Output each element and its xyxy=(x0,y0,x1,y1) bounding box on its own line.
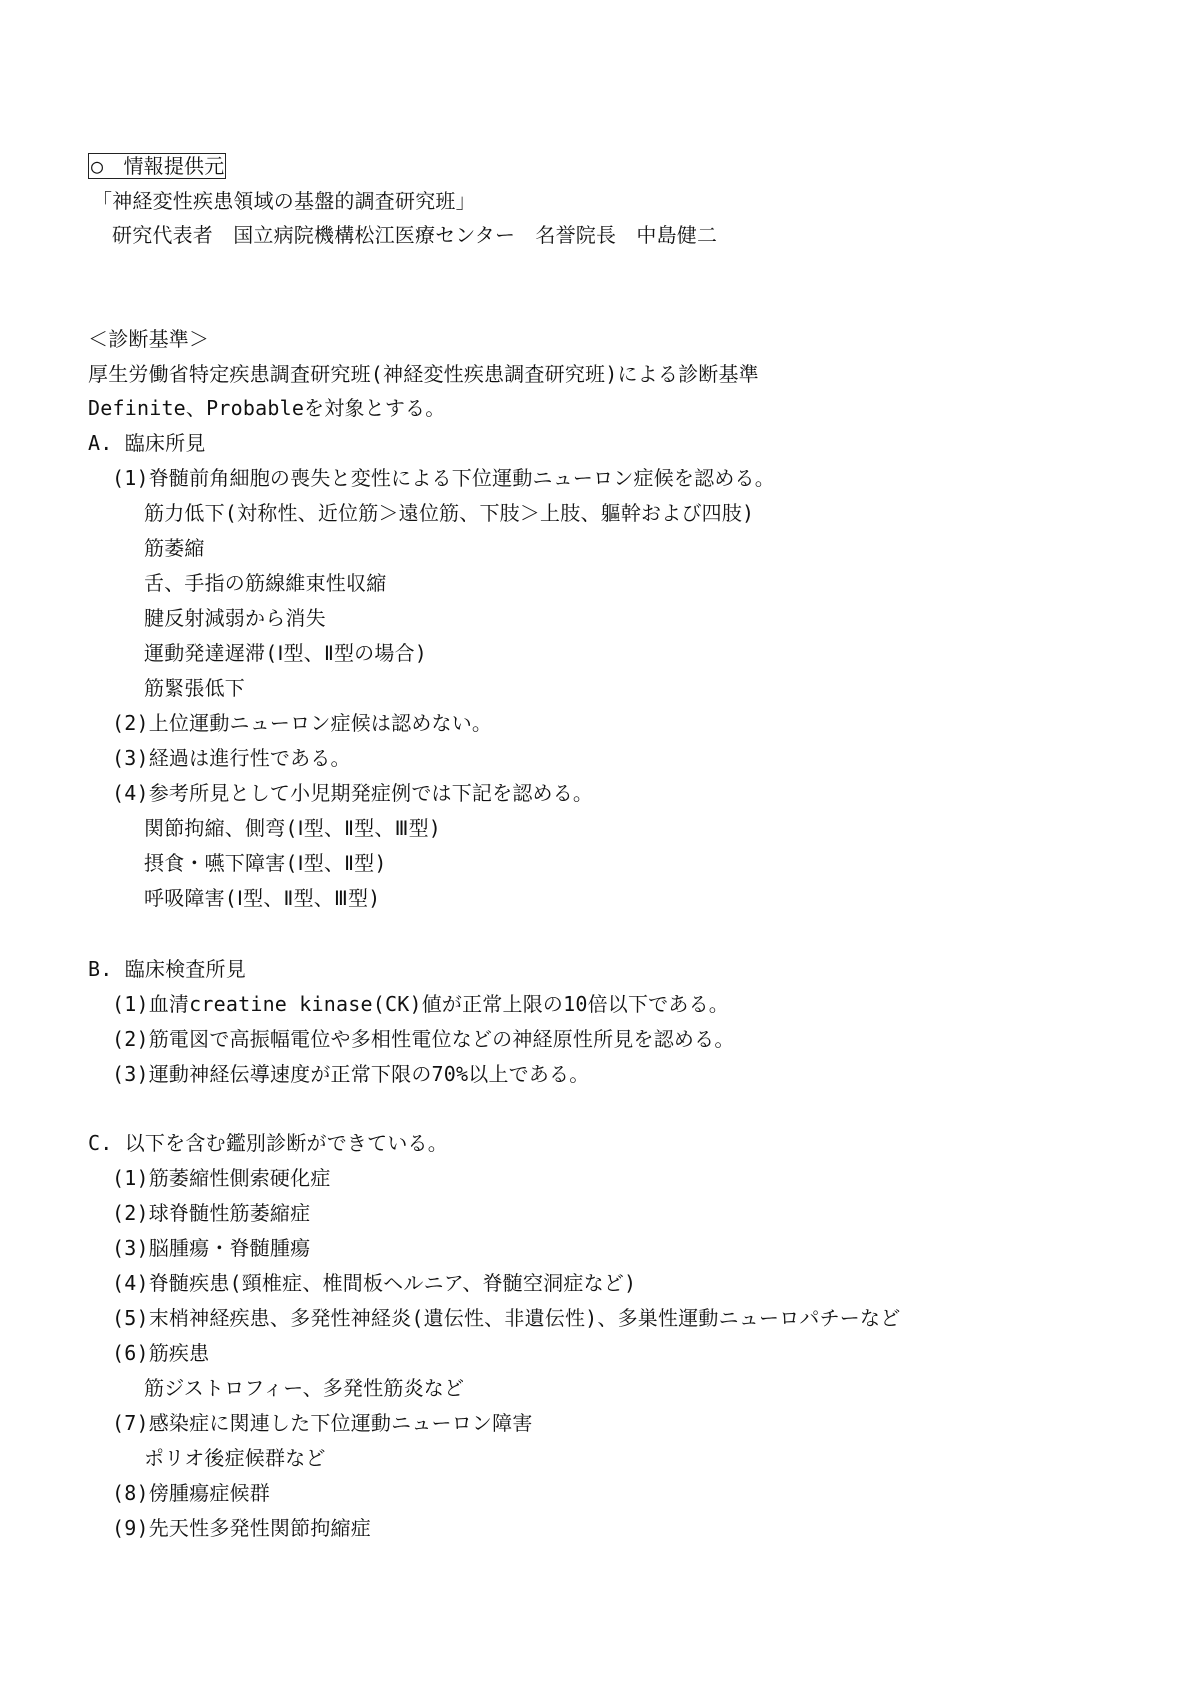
section-b-item-3: (3)運動神経伝導速度が正常下限の70%以上である。 xyxy=(112,1062,590,1086)
criteria-intro: 厚生労働省特定疾患調査研究班(神経変性疾患調査研究班)による診断基準 xyxy=(88,362,759,386)
section-a-item-1: (1)脊髄前角細胞の喪失と変性による下位運動ニューロン症候を認める。 xyxy=(112,466,775,490)
section-a-item-2: (2)上位運動ニューロン症候は認めない。 xyxy=(112,711,493,735)
section-b-title: B. 臨床検査所見 xyxy=(88,957,246,981)
section-c-item-3: (3)脳腫瘍・脊髄腫瘍 xyxy=(112,1236,311,1260)
section-b-item-1: (1)血清creatine kinase(CK)値が正常上限の10倍以下である。 xyxy=(112,992,729,1016)
section-a-item-1-sub: 筋力低下(対称性、近位筋＞遠位筋、下肢＞上肢、軀幹および四肢) xyxy=(144,501,755,525)
source-group: 「神経変性疾患領域の基盤的調査研究班」 xyxy=(92,189,476,213)
section-b-item-2: (2)筋電図で高振幅電位や多相性電位などの神経原性所見を認める。 xyxy=(112,1027,735,1051)
section-a-item-1-sub: 筋萎縮 xyxy=(144,536,205,560)
source-heading: ○ 情報提供元 xyxy=(88,153,226,179)
criteria-heading: ＜診断基準＞ xyxy=(88,327,210,351)
section-a-item-1-sub: 舌、手指の筋線維束性収縮 xyxy=(144,571,387,595)
section-a-title: A. 臨床所見 xyxy=(88,431,206,455)
section-a-item-4: (4)参考所見として小児期発症例では下記を認める。 xyxy=(112,781,594,805)
section-c-title: C. 以下を含む鑑別診断ができている。 xyxy=(88,1131,448,1155)
section-c-item-1: (1)筋萎縮性側索硬化症 xyxy=(112,1166,331,1190)
section-c-item-7-sub: ポリオ後症候群など xyxy=(144,1446,326,1470)
section-c-item-6: (6)筋疾患 xyxy=(112,1341,210,1365)
section-c-item-4: (4)脊髄疾患(頸椎症、椎間板ヘルニア、脊髄空洞症など) xyxy=(112,1271,637,1295)
section-c-item-7: (7)感染症に関連した下位運動ニューロン障害 xyxy=(112,1411,533,1435)
section-c-item-9: (9)先天性多発性関節拘縮症 xyxy=(112,1516,371,1540)
section-c-item-6-sub: 筋ジストロフィー、多発性筋炎など xyxy=(144,1376,465,1400)
section-a-item-1-sub: 運動発達遅滞(Ⅰ型、Ⅱ型の場合) xyxy=(144,641,428,665)
section-a-item-4-sub: 摂食・嚥下障害(Ⅰ型、Ⅱ型) xyxy=(144,851,387,875)
section-a-item-3: (3)経過は進行性である。 xyxy=(112,746,351,770)
section-a-item-1-sub: 筋緊張低下 xyxy=(144,676,245,700)
section-c-item-8: (8)傍腫瘍症候群 xyxy=(112,1481,270,1505)
criteria-target: Definite、Probableを対象とする。 xyxy=(88,396,446,420)
source-representative: 研究代表者 国立病院機構松江医療センター 名誉院長 中島健二 xyxy=(112,223,718,247)
section-c-item-2: (2)球脊髄性筋萎縮症 xyxy=(112,1201,311,1225)
section-c-item-5: (5)末梢神経疾患、多発性神経炎(遺伝性、非遺伝性)、多巣性運動ニューロパチーなど xyxy=(112,1306,901,1330)
section-a-item-4-sub: 呼吸障害(Ⅰ型、Ⅱ型、Ⅲ型) xyxy=(144,886,381,910)
section-a-item-4-sub: 関節拘縮、側弯(Ⅰ型、Ⅱ型、Ⅲ型) xyxy=(144,816,442,840)
section-a-item-1-sub: 腱反射減弱から消失 xyxy=(144,606,326,630)
